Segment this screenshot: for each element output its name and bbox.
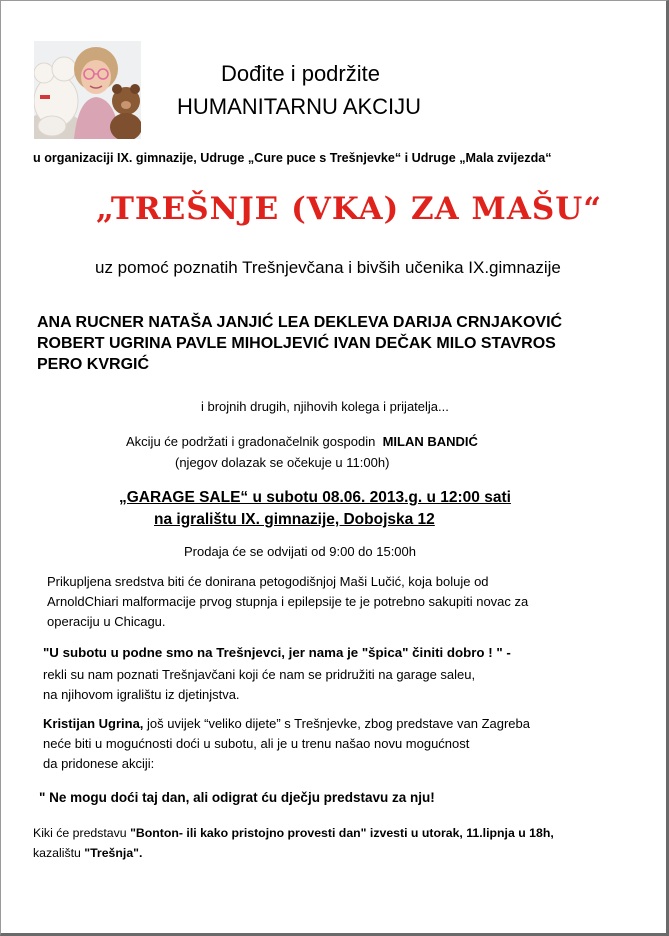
purpose-paragraph [47, 572, 528, 632]
sale-hours: Prodaja će se odvijati od 9:00 do 15:00h [184, 544, 417, 559]
supporters-intro: uz pomoć poznatih Trešnjevčana i bivših učenika IX.gimnazije [95, 258, 561, 277]
quote-attribution [43, 665, 475, 705]
quote-attribution-line: na njihovom igralištu iz djetinjstva. [43, 687, 240, 702]
kiki-show: "Bonton- ili kako pristojno provesti dan" izvesti u utorak, 11.lipnja u 18h, [130, 826, 554, 840]
kiki-line2-prefix: kazalištu [33, 846, 85, 860]
mayor-name: MILAN BANDIĆ [382, 434, 478, 449]
kristijan-quote: " Ne mogu doći taj dan, ali odigrat ću dječju predstavu za nju! [39, 790, 435, 805]
others-line: i brojnih drugih, njihovih kolega i prijatelja... [201, 399, 449, 414]
kiki-line [33, 843, 554, 863]
quote-attribution-line: rekli su nam poznati Trešnjavčani koji će nam se pridružiti na garage saleu, [43, 667, 476, 682]
event-location-line: na igralištu IX. gimnazije, Dobojska 12 [154, 511, 435, 528]
mayor-line [126, 434, 478, 449]
kristijan-line: da pridonese akciji: [43, 756, 155, 771]
purpose-line: ArnoldChiari malformacije prvog stupnja i epilepsije te je potrebno sakupiti novac za [47, 594, 529, 609]
kristijan-line1-text: još uvijek “veliko dijete” s Trešnjevke, zbog predstave van Zagreba [143, 716, 531, 731]
kristijan-line [43, 714, 530, 734]
mayor-arrival: (njegov dolazak se očekuje u 11:00h) [175, 455, 390, 470]
header-line-1: Dođite i podržite [221, 61, 380, 86]
kiki-line [33, 823, 554, 843]
celebrity-quote: "U subotu u podne smo na Trešnjevci, jer nama je "špica" činiti dobro ! " - [43, 645, 511, 660]
girl-with-teddy-bear-photo [34, 41, 141, 139]
mayor-text: Akciju će podržati i gradonačelnik gospodin [126, 434, 376, 449]
kristijan-paragraph [43, 714, 530, 774]
kristijan-line: neće biti u mogućnosti doći u subotu, ali je u trenu našao novu mogućnost [43, 736, 470, 751]
header-line-2: HUMANITARNU AKCIJU [177, 94, 422, 119]
purpose-line: Prikupljena sredstva biti će donirana petogodišnjoj Maši Lučić, koja boluje od [47, 574, 489, 589]
organizers-line: u organizaciji IX. gimnazije, Udruge „Cure puce s Trešnjevke“ i Udruge „Mala zvijezda“ [33, 151, 552, 165]
kiki-prefix: Kiki će predstavu [33, 826, 131, 840]
kiki-paragraph [33, 823, 554, 863]
kiki-theatre: "Trešnja". [84, 846, 143, 860]
supporter-names-line: ROBERT UGRINA PAVLE MIHOLJEVIĆ IVAN DEČAK MILO STAVROS [37, 335, 556, 352]
event-date-line: „GARAGE SALE“ u subotu 08.06. 2013.g. u 12:00 sati [119, 489, 511, 506]
campaign-title: „TREŠNJE (VKA) ZA MAŠU“ [96, 191, 603, 227]
purpose-line: operaciju u Chicagu. [47, 614, 166, 629]
supporter-names-line: PERO KVRGIĆ [37, 356, 150, 373]
supporter-names-line: ANA RUCNER NATAŠA JANJIĆ LEA DEKLEVA DARIJA CRNJAKOVIĆ [37, 314, 563, 331]
kristijan-name: Kristijan Ugrina, [43, 716, 144, 731]
